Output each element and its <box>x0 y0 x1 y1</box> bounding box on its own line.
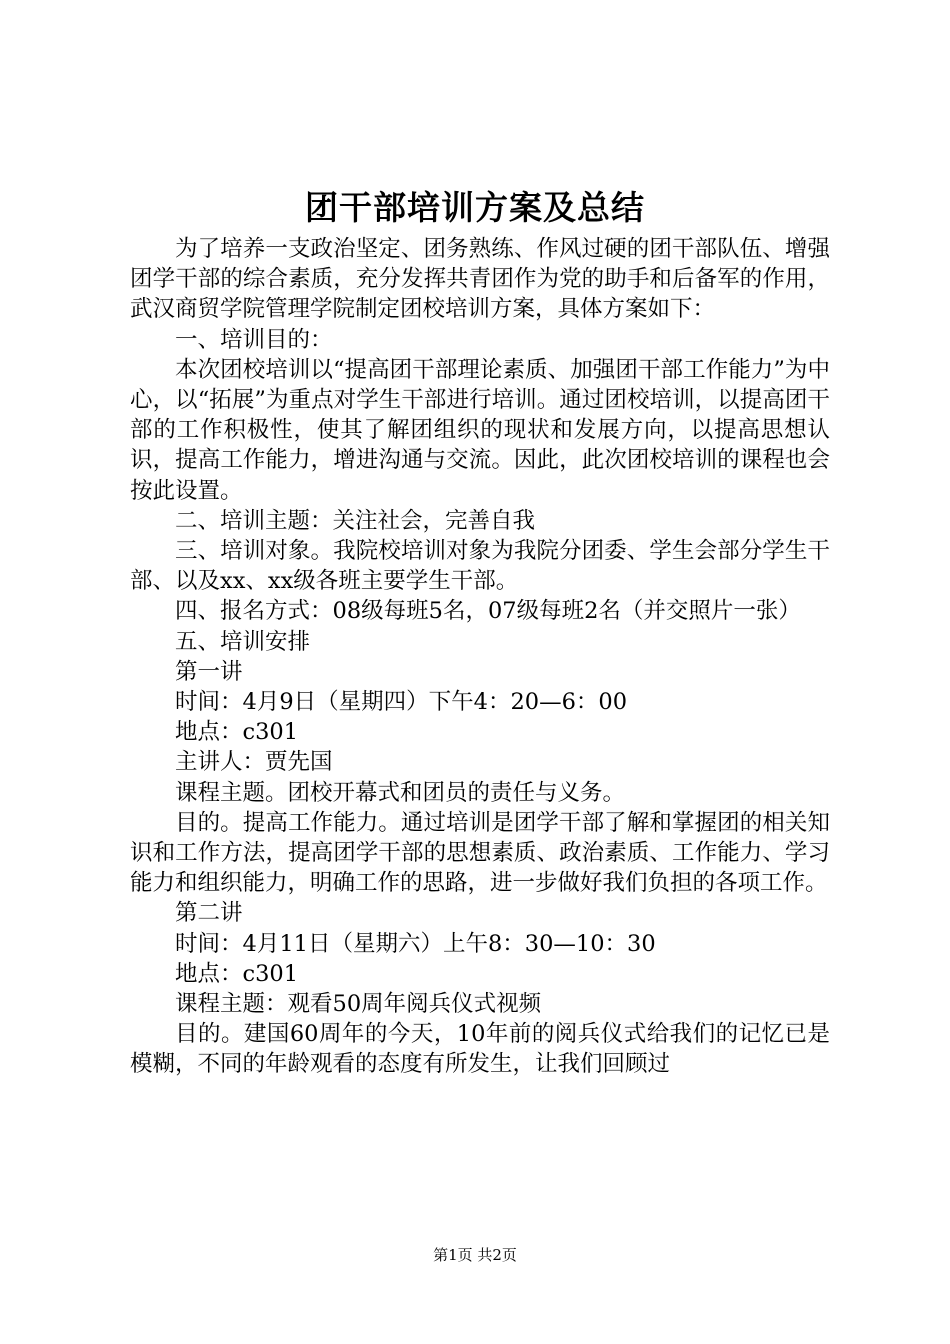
paragraph: 五、培训安排 <box>175 628 311 655</box>
paragraph: 二、培训主题：关注社会，完善自我 <box>175 507 536 534</box>
paragraph: 三、培训对象。我院校培训对象为我院分团委、学生会部分学生干部、以及xx、xx级各班主要学生干部。 <box>130 538 830 595</box>
paragraph: 一、培训目的： <box>175 326 333 353</box>
paragraph: 课程主题。团校开幕式和团员的责任与义务。 <box>175 779 626 806</box>
paragraph: 地点：c301 <box>175 960 299 987</box>
paragraph: 时间：4月9日（星期四）下午4：20—6：00 <box>175 689 628 716</box>
paragraph: 为了培养一支政治坚定、团务熟练、作风过硬的团干部队伍、增强团学干部的综合素质，充分发挥共青团作为党的助手和后备军的作用，武汉商贸学院管理学院制定团校培训方案，具体方案如下： <box>130 236 830 323</box>
paragraph: 四、报名方式：08级每班5名，07级每班2名（并交照片一张） <box>175 598 801 625</box>
paragraph: 主讲人：贾先国 <box>175 749 333 776</box>
paragraph: 地点：c301 <box>175 719 299 746</box>
paragraph: 目的。提高工作能力。通过培训是团学干部了解和掌握团的相关知识和工作方法，提高团学干部的思想素质、政治素质、工作能力、学习能力和组织能力，明确工作的思路，进一步做好我们负担的各项工作。 <box>130 809 830 897</box>
page-title: 团干部培训方案及总结 <box>305 188 645 227</box>
document-body <box>130 234 830 1080</box>
paragraph: 第二讲 <box>175 900 243 927</box>
paragraph: 目的。建国60周年的今天，10年前的阅兵仪式给我们的记忆已是模糊，不同的年龄观看的态度有所发生，让我们回顾过 <box>130 1021 830 1078</box>
paragraph: 课程主题：观看50周年阅兵仪式视频 <box>175 991 542 1018</box>
paragraph: 本次团校培训以“提高团干部理论素质、加强团干部工作能力”为中心，以“拓展”为重点对学生干部进行培训。通过团校培训，以提高团干部的工作积极性，使其了解团组织的现状和发展方向，以提高思想认识，提高工作能力，增进沟通与交流。因此，此次团校培训的课程也会按此设置。 <box>130 356 830 504</box>
paragraph: 时间：4月11日（星期六）上午8：30—10：30 <box>175 930 656 957</box>
paragraph: 第一讲 <box>175 658 243 685</box>
page-indicator: 第1页 共2页 <box>433 1246 517 1264</box>
